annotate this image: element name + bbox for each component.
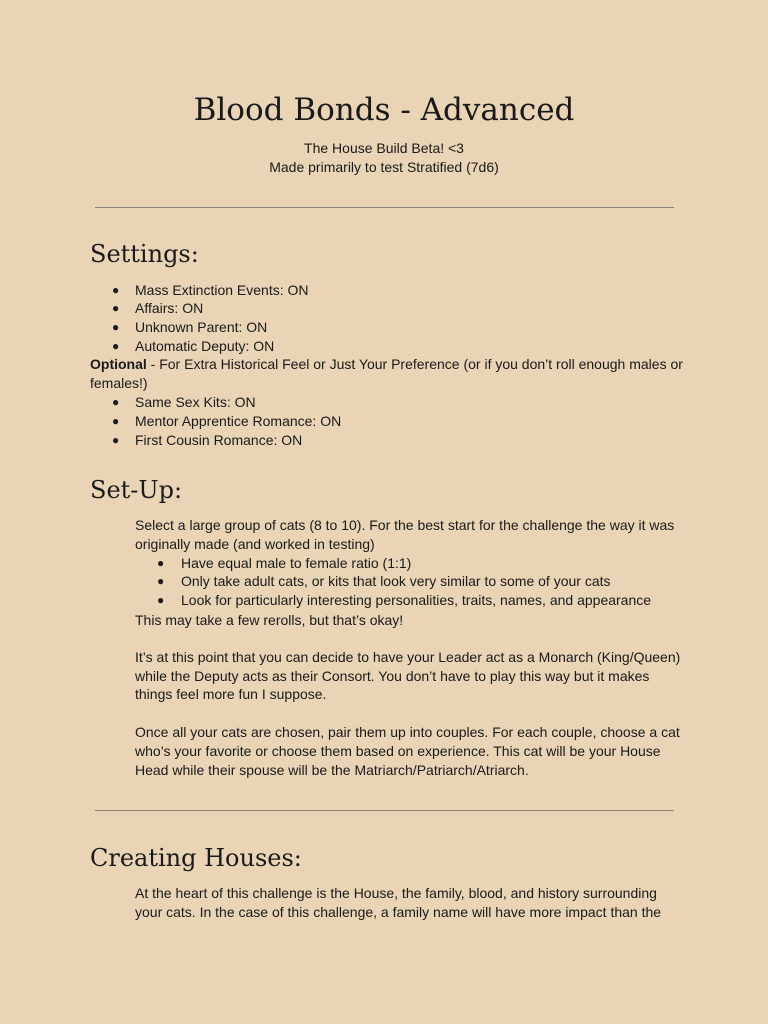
bullet-icon: ● (112, 395, 120, 409)
optional-label: Optional (90, 356, 147, 372)
list-item: Look for particularly interesting personalities, traits, names, and appearance (181, 592, 652, 608)
paragraph-line: originally made (and worked in testing) (135, 536, 375, 552)
paragraph-line: It’s at this point that you can decide to have your Leader act as a Monarch (King/Queen) (135, 649, 681, 665)
paragraph-line: while the Deputy acts as their Consort. You don’t have to play this way but it makes (135, 668, 650, 684)
paragraph-line: At the heart of this challenge is the House, the family, blood, and history surrounding (135, 885, 657, 901)
bullet-icon: ● (112, 301, 120, 315)
horizontal-divider (95, 207, 674, 208)
document-subtitle: The House Build Beta! <3 (304, 140, 464, 156)
paragraph-line: Head while their spouse will be the Matriarch/Patriarch/Atriarch. (135, 762, 529, 778)
section-heading-settings: Settings: (90, 240, 199, 268)
list-item: Automatic Deputy: ON (135, 338, 275, 354)
list-item: Only take adult cats, or kits that look very similar to some of your cats (181, 573, 611, 589)
bullet-icon: ● (112, 283, 120, 297)
optional-note (90, 355, 683, 373)
list-item: First Cousin Romance: ON (135, 432, 303, 448)
list-item: Unknown Parent: ON (135, 319, 268, 335)
paragraph-line: This may take a few rerolls, but that’s okay! (135, 612, 404, 628)
section-heading-setup: Set-Up: (90, 476, 183, 504)
optional-text: - For Extra Historical Feel or Just Your Preference (or if you don’t roll enough males or (146, 356, 683, 372)
document-title: Blood Bonds - Advanced (193, 92, 575, 128)
list-item: Same Sex Kits: ON (135, 394, 256, 410)
document-subtitle: Made primarily to test Stratified (7d6) (269, 159, 499, 175)
list-item: Mass Extinction Events: ON (135, 282, 309, 298)
list-item: Mentor Apprentice Romance: ON (135, 413, 342, 429)
bullet-icon: ● (157, 574, 165, 588)
paragraph-line: things feel more fun I suppose. (135, 686, 327, 702)
horizontal-divider (95, 810, 674, 811)
bullet-icon: ● (112, 414, 120, 428)
optional-text: females!) (90, 375, 148, 391)
bullet-icon: ● (112, 320, 120, 334)
paragraph-line: your cats. In the case of this challenge, a family name will have more impact than the (135, 904, 662, 920)
bullet-icon: ● (157, 593, 165, 607)
list-item: Have equal male to female ratio (1:1) (181, 555, 412, 571)
list-item: Affairs: ON (135, 300, 204, 316)
paragraph-line: who’s your favorite or choose them based on experience. This cat will be your House (135, 743, 661, 759)
bullet-icon: ● (157, 556, 165, 570)
bullet-icon: ● (112, 433, 120, 447)
bullet-icon: ● (112, 339, 120, 353)
paragraph-line: Select a large group of cats (8 to 10). For the best start for the challenge the way it was (135, 517, 675, 533)
section-heading-houses: Creating Houses: (90, 844, 302, 872)
paragraph-line: Once all your cats are chosen, pair them up into couples. For each couple, choose a cat (135, 724, 680, 740)
